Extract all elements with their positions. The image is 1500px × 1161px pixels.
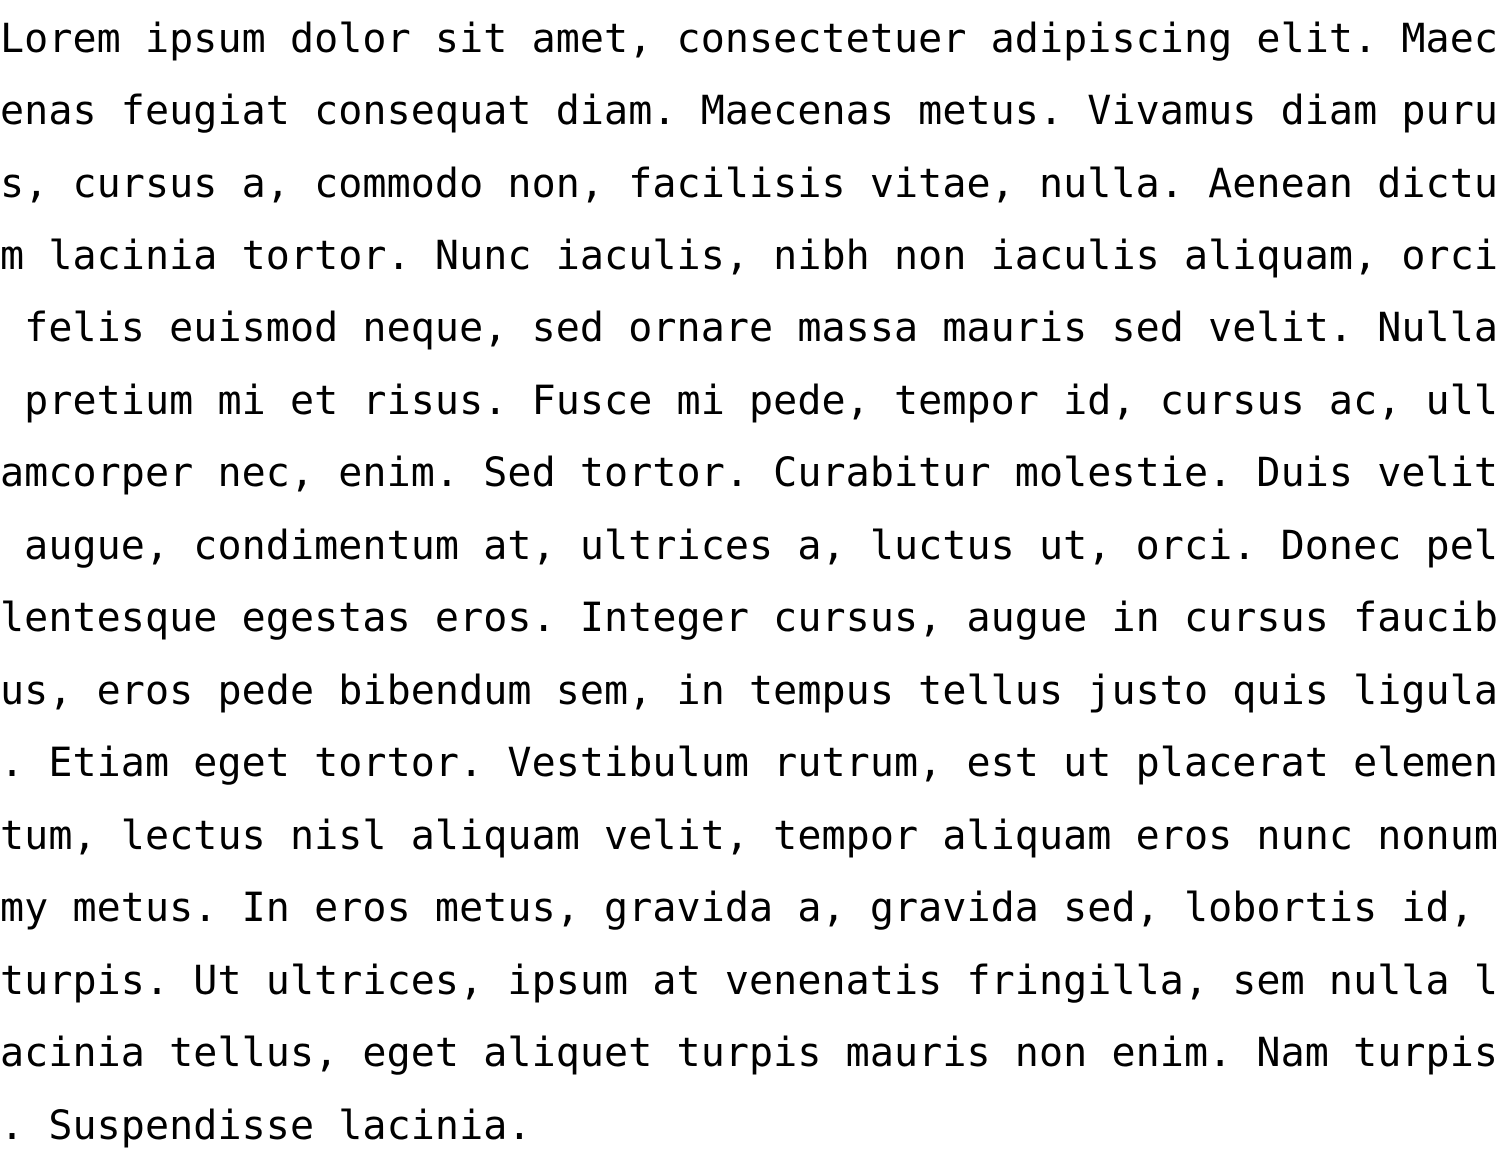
text-line: lentesque egestas eros. Integer cursus, augue in cursus faucib xyxy=(0,595,1499,641)
text-line: s, cursus a, commodo non, facilisis vitae, nulla. Aenean dictu xyxy=(0,161,1499,207)
text-line: Lorem ipsum dolor sit amet, consectetuer adipiscing elit. Maec xyxy=(0,16,1499,62)
text-line: amcorper nec, enim. Sed tortor. Curabitur molestie. Duis velit xyxy=(0,450,1499,496)
text-line: tum, lectus nisl aliquam velit, tempor aliquam eros nunc nonum xyxy=(0,813,1499,859)
text-line: enas feugiat consequat diam. Maecenas metus. Vivamus diam puru xyxy=(0,88,1499,134)
text-line: . Etiam eget tortor. Vestibulum rutrum, est ut placerat elemen xyxy=(0,740,1499,786)
text-line: m lacinia tortor. Nunc iaculis, nibh non iaculis aliquam, orci xyxy=(0,233,1499,279)
text-line: felis euismod neque, sed ornare massa mauris sed velit. Nulla xyxy=(0,305,1499,351)
text-line: . Suspendisse lacinia. xyxy=(0,1103,532,1149)
text-line: my metus. In eros metus, gravida a, gravida sed, lobortis id, xyxy=(0,885,1499,931)
text-line: turpis. Ut ultrices, ipsum at venenatis fringilla, sem nulla l xyxy=(0,958,1499,1004)
text-line: pretium mi et risus. Fusce mi pede, tempor id, cursus ac, ull xyxy=(0,378,1499,424)
text-line: us, eros pede bibendum sem, in tempus tellus justo quis ligula xyxy=(0,668,1499,714)
text-line: augue, condimentum at, ultrices a, luctus ut, orci. Donec pel xyxy=(0,523,1499,569)
text-line: acinia tellus, eget aliquet turpis mauris non enim. Nam turpis xyxy=(0,1030,1499,1076)
